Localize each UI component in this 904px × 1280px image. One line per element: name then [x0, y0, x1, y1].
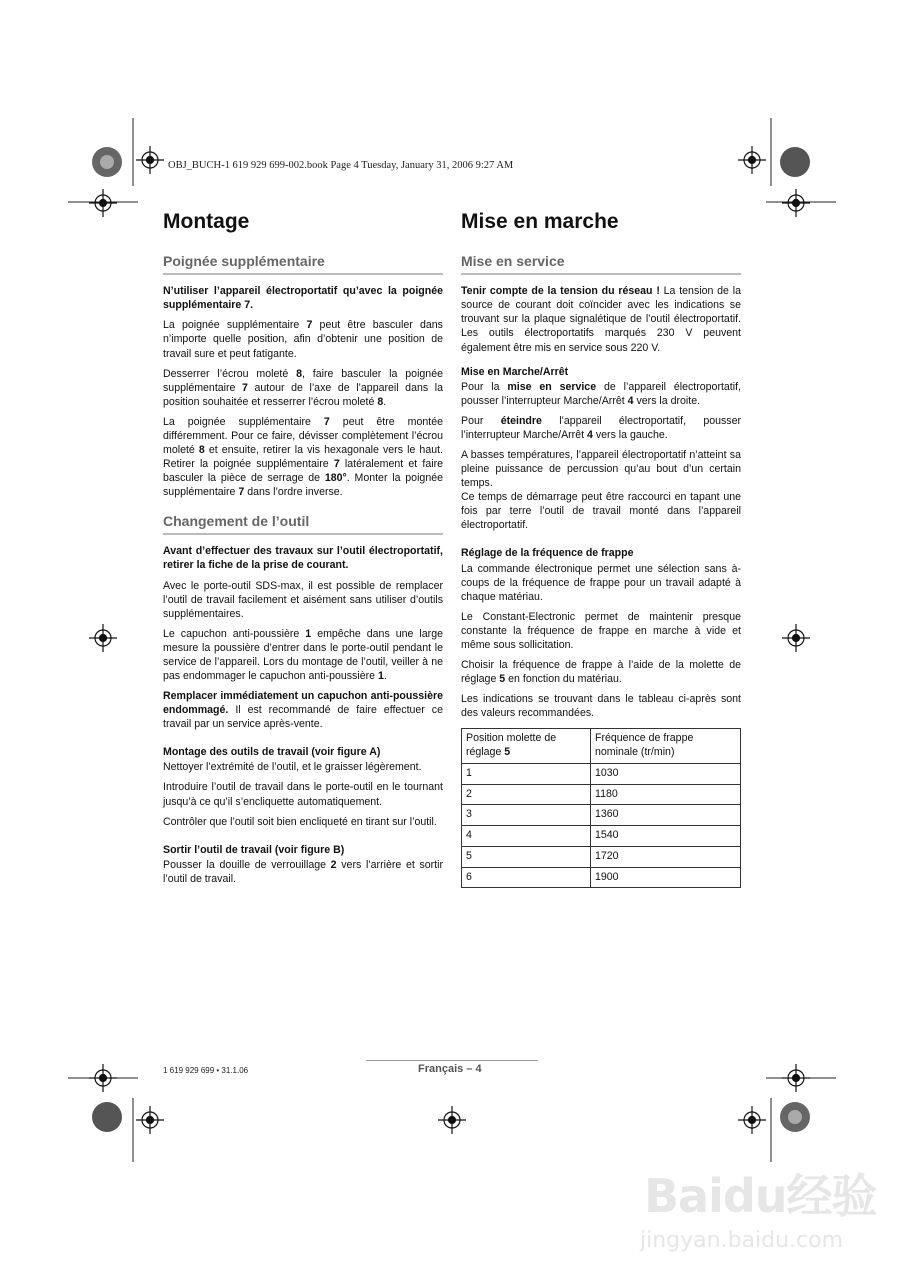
subheading-sortir-outil: Sortir l’outil de travail (voir figure B) [163, 843, 345, 856]
table-cell: 1360 [591, 805, 741, 826]
footer-page: Français – 4 [418, 1063, 482, 1075]
table-cell: 4 [462, 826, 591, 847]
para: Pousser la douille de verrouillage 2 vers l’arrière et sortir l’outil de travail. [163, 858, 443, 885]
para: Remplacer immédiatement un capuchon anti-poussière endommagé. Il est recommandé de faire effectuer ce travail par un service après-vente. [163, 690, 443, 731]
baidu-watermark-logo: Baidu经验 [644, 1169, 877, 1223]
subheading-frequence: Réglage de la fréquence de frappe [461, 547, 634, 560]
para: La poignée supplémentaire 7 peut être basculer dans n’importe quelle position, afin d’obtenir une position de travail sure et peut fatigante. [163, 319, 443, 360]
warning-poignee: N’utiliser l’appareil électroportatif qu’avec la poignée supplémentaire 7. [163, 285, 443, 312]
para: Ce temps de démarrage peut être raccourci en tapant une fois par terre l’outil de travail monté dans l’appareil électroportatif. [461, 491, 741, 532]
section-title-montage: Montage [163, 210, 250, 233]
subheading-marche-arret: Mise en Marche/Arrêt [461, 365, 569, 378]
section-title-mise-en-marche: Mise en marche [461, 210, 619, 233]
para: La commande électronique permet une sélection sans à-coups de la fréquence de frappe pour un travail adapté à chaque matériau. [461, 562, 741, 603]
heading-changement: Changement de l’outil [163, 513, 443, 535]
table-cell: 1030 [591, 763, 741, 784]
para: A basses températures, l’appareil électroportatif n’atteint sa pleine puissance de percussion qu’au bout d’un certain temps. [461, 448, 741, 490]
para: Desserrer l’écrou moleté 8, faire basculer la poignée supplémentaire 7 autour de l’axe de l’appareil dans la position souhaitée et resserrer l’écrou moleté 8. [163, 367, 443, 408]
table-cell: 1 [462, 763, 591, 784]
table-cell: 5 [462, 846, 591, 867]
subheading-montage-outils: Montage des outils de travail (voir figure A) [163, 746, 381, 759]
frequency-table [461, 728, 741, 888]
footer-rule [366, 1060, 538, 1061]
para: Pour la mise en service de l’appareil électroportatif, pousser l’interrupteur Marche/Arrêt 4 vers la droite. [461, 380, 741, 407]
para: Avec le porte-outil SDS-max, il est possible de remplacer l’outil de travail facilement et aisément sans utiliser d’outils supplémentaires. [163, 579, 443, 620]
table-cell: 3 [462, 805, 591, 826]
table-header-cell: Fréquence de frappe nominale (tr/min) [591, 729, 741, 764]
table-cell: 1180 [591, 784, 741, 805]
table-row [462, 846, 741, 867]
para: Choisir la fréquence de frappe à l’aide de la molette de réglage 5 en fonction du matériau. [461, 658, 741, 686]
para: Introduire l’outil de travail dans le porte-outil en le tournant jusqu’à ce qu’il s’encliquette automatiquement. [163, 781, 443, 808]
table-row [462, 867, 741, 888]
table-cell: 6 [462, 867, 591, 888]
table-row [462, 784, 741, 805]
para: La poignée supplémentaire 7 peut être montée différemment. Pour ce faire, dévisser complètement l’écrou moleté 8 et ensuite, retirer la vis hexagonale vers le haut. Retirer la poignée supplémentaire 7 latéralement et faire basculer la pièce de serrage de 180°. Monter la poignée supplémentaire 7 dans l’ordre inverse. [163, 415, 443, 499]
para: Pour éteindre l’appareil électroportatif, pousser l’interrupteur Marche/Arrêt 4 vers la gauche. [461, 414, 742, 441]
table-row [462, 763, 741, 784]
table-header-row [462, 729, 741, 764]
footer-code: 1 619 929 699 • 31.1.06 [163, 1066, 249, 1075]
para: Nettoyer l’extrémité de l’outil, et le graisser légèrement. [163, 761, 422, 774]
heading-mise-en-service: Mise en service [461, 253, 741, 275]
table-cell: 1900 [591, 867, 741, 888]
table-cell: 1540 [591, 826, 741, 847]
para: Le capuchon anti-poussière 1 empêche dans une large mesure la poussière d’entrer dans le porte-outil pendant le service de l’appareil. Lors du montage de l’outil, veiller à ne pas endommager le capuchon anti-poussière 1. [163, 627, 443, 682]
book-header: OBJ_BUCH-1 619 929 699-002.book Page 4 Tuesday, January 31, 2006 9:27 AM [168, 160, 514, 171]
table-row [462, 826, 741, 847]
table-cell: 2 [462, 784, 591, 805]
para: Tenir compte de la tension du réseau ! La tension de la source de courant doit coïncider avec les indications se trouvant sur la plaque signalétique de l’outil électroportatif. Les outils électroportatifs marqués 230 V peuvent également être mis en service sous 220 V. [461, 285, 741, 354]
table-row [462, 805, 741, 826]
right-column [461, 210, 741, 888]
baidu-watermark-url: jingyan.baidu.com [640, 1228, 844, 1253]
table-cell: 1720 [591, 846, 741, 867]
para: Les indications se trouvant dans le tableau ci-après sont des valeurs recommandées. [461, 693, 741, 720]
para: Le Constant-Electronic permet de maintenir presque constante la fréquence de frappe en marche à vide et même sous sollicitation. [461, 610, 741, 651]
heading-poignee: Poignée supplémentaire [163, 253, 443, 275]
table-header-cell: Position molette de réglage 5 [462, 729, 591, 764]
warning-changement: Avant d’effectuer des travaux sur l’outil électroportatif, retirer la fiche de la prise de courant. [163, 545, 443, 572]
left-column [163, 210, 443, 892]
para: Contrôler que l’outil soit bien encliqueté en tirant sur l’outil. [163, 815, 437, 828]
